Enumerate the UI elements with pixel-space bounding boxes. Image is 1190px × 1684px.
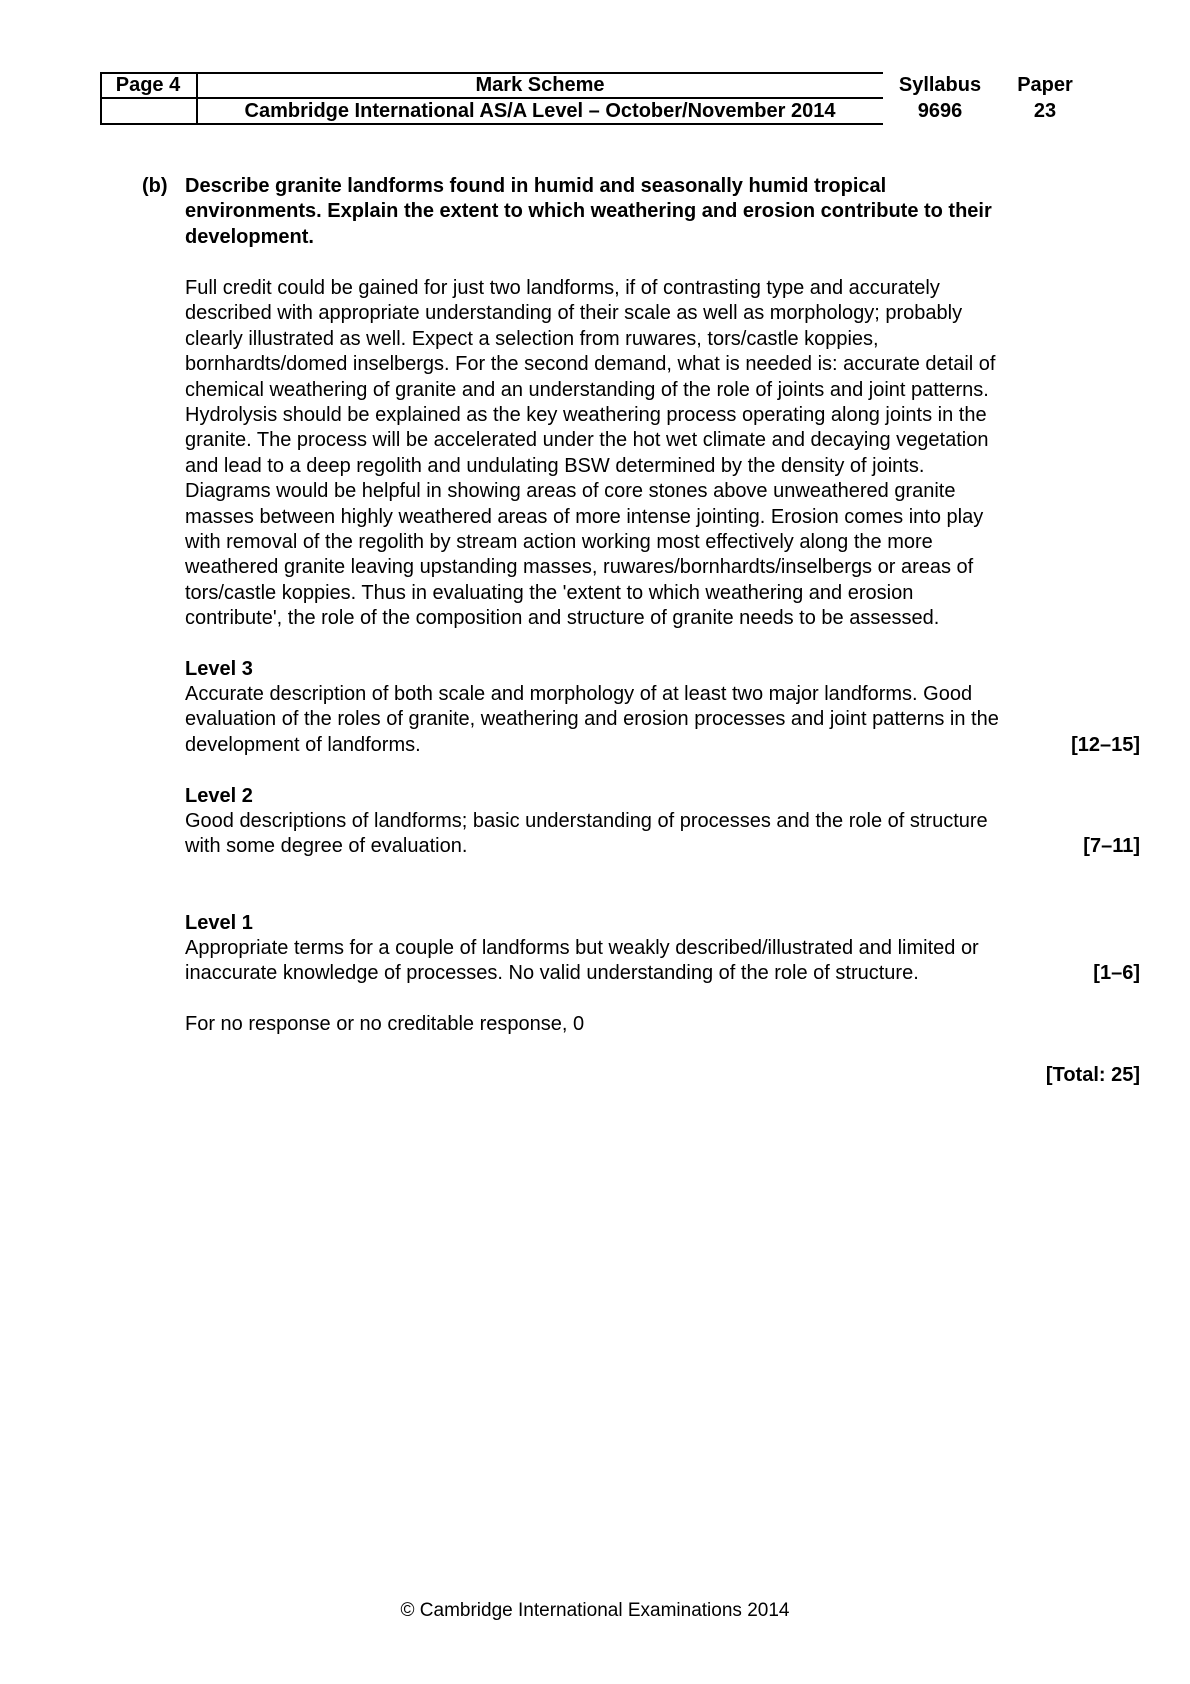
level-1-text: Appropriate terms for a couple of landforms but weakly described/illustrated and limited or inaccurate knowledge of processes. No valid understanding of the role of structure. bbox=[185, 937, 979, 985]
document-title: Mark Scheme bbox=[475, 74, 605, 96]
syllabus-label: Syllabus bbox=[898, 74, 982, 96]
copyright-footer: © Cambridge International Examinations 2014 bbox=[400, 1600, 790, 1621]
level-2-text: Good descriptions of landforms; basic understanding of processes and the role of structure with some degree of evaluation. bbox=[185, 810, 988, 858]
marking-guidance: Full credit could be gained for just two landforms, if of contrasting type and accurately described with appropriate understanding of their scale as well as morphology; probably clearly illustrated as well. Expect a selection from ruwares, tors/castle koppies, bornhardts/domed inselbergs. For the second demand, what is needed is: accurate detail of chemical weathering of granite and an understanding of the role of joints and joint patterns. Hydrolysis should be explained as the key weathering process operating along joints in the granite. The process will be accelerated under the hot wet climate and decaying vegetation and lead to a deep regolith and undulating BSW determined by the density of joints. Diagrams would be helpful in showing areas of core stones above unweathered granite masses between highly weathered areas of more intense jointing. Erosion comes into play with removal of the regolith by stream action working most effectively along the more weathered granite leaving upstanding masses, ruwares/bornhardts/inselbergs or areas of tors/castle koppies. Thus in evaluating the 'extent to which weathering and erosion contribute', the role of the composition and structure of granite needs to be assessed. bbox=[185, 277, 996, 630]
level-1-marks: [1–6] bbox=[1093, 962, 1140, 984]
no-response-note: For no response or no creditable response, 0 bbox=[185, 1013, 585, 1035]
page-number: Page 4 bbox=[115, 74, 181, 96]
question-label: (b) bbox=[142, 175, 168, 197]
paper-label: Paper bbox=[1017, 74, 1073, 96]
level-2-title: Level 2 bbox=[185, 785, 253, 807]
question-text: Describe granite landforms found in humid and seasonally humid tropical environments. Explain the extent to which weathering and erosion contribute to their development. bbox=[185, 175, 992, 248]
level-2-marks: [7–11] bbox=[1083, 835, 1140, 857]
total-marks: [Total: 25] bbox=[1045, 1064, 1140, 1086]
syllabus-value: 9696 bbox=[917, 100, 963, 122]
document-subtitle: Cambridge International AS/A Level – October/November 2014 bbox=[244, 100, 836, 122]
level-3-marks: [12–15] bbox=[1071, 734, 1140, 756]
level-3-text: Accurate description of both scale and morphology of at least two major landforms. Good evaluation of the roles of granite, weathering and erosion processes and joint patterns in the development of landforms. bbox=[185, 683, 999, 756]
header-table bbox=[100, 72, 1095, 125]
level-3-title: Level 3 bbox=[185, 658, 253, 680]
paper-value: 23 bbox=[1033, 100, 1057, 122]
level-1-title: Level 1 bbox=[185, 912, 253, 934]
